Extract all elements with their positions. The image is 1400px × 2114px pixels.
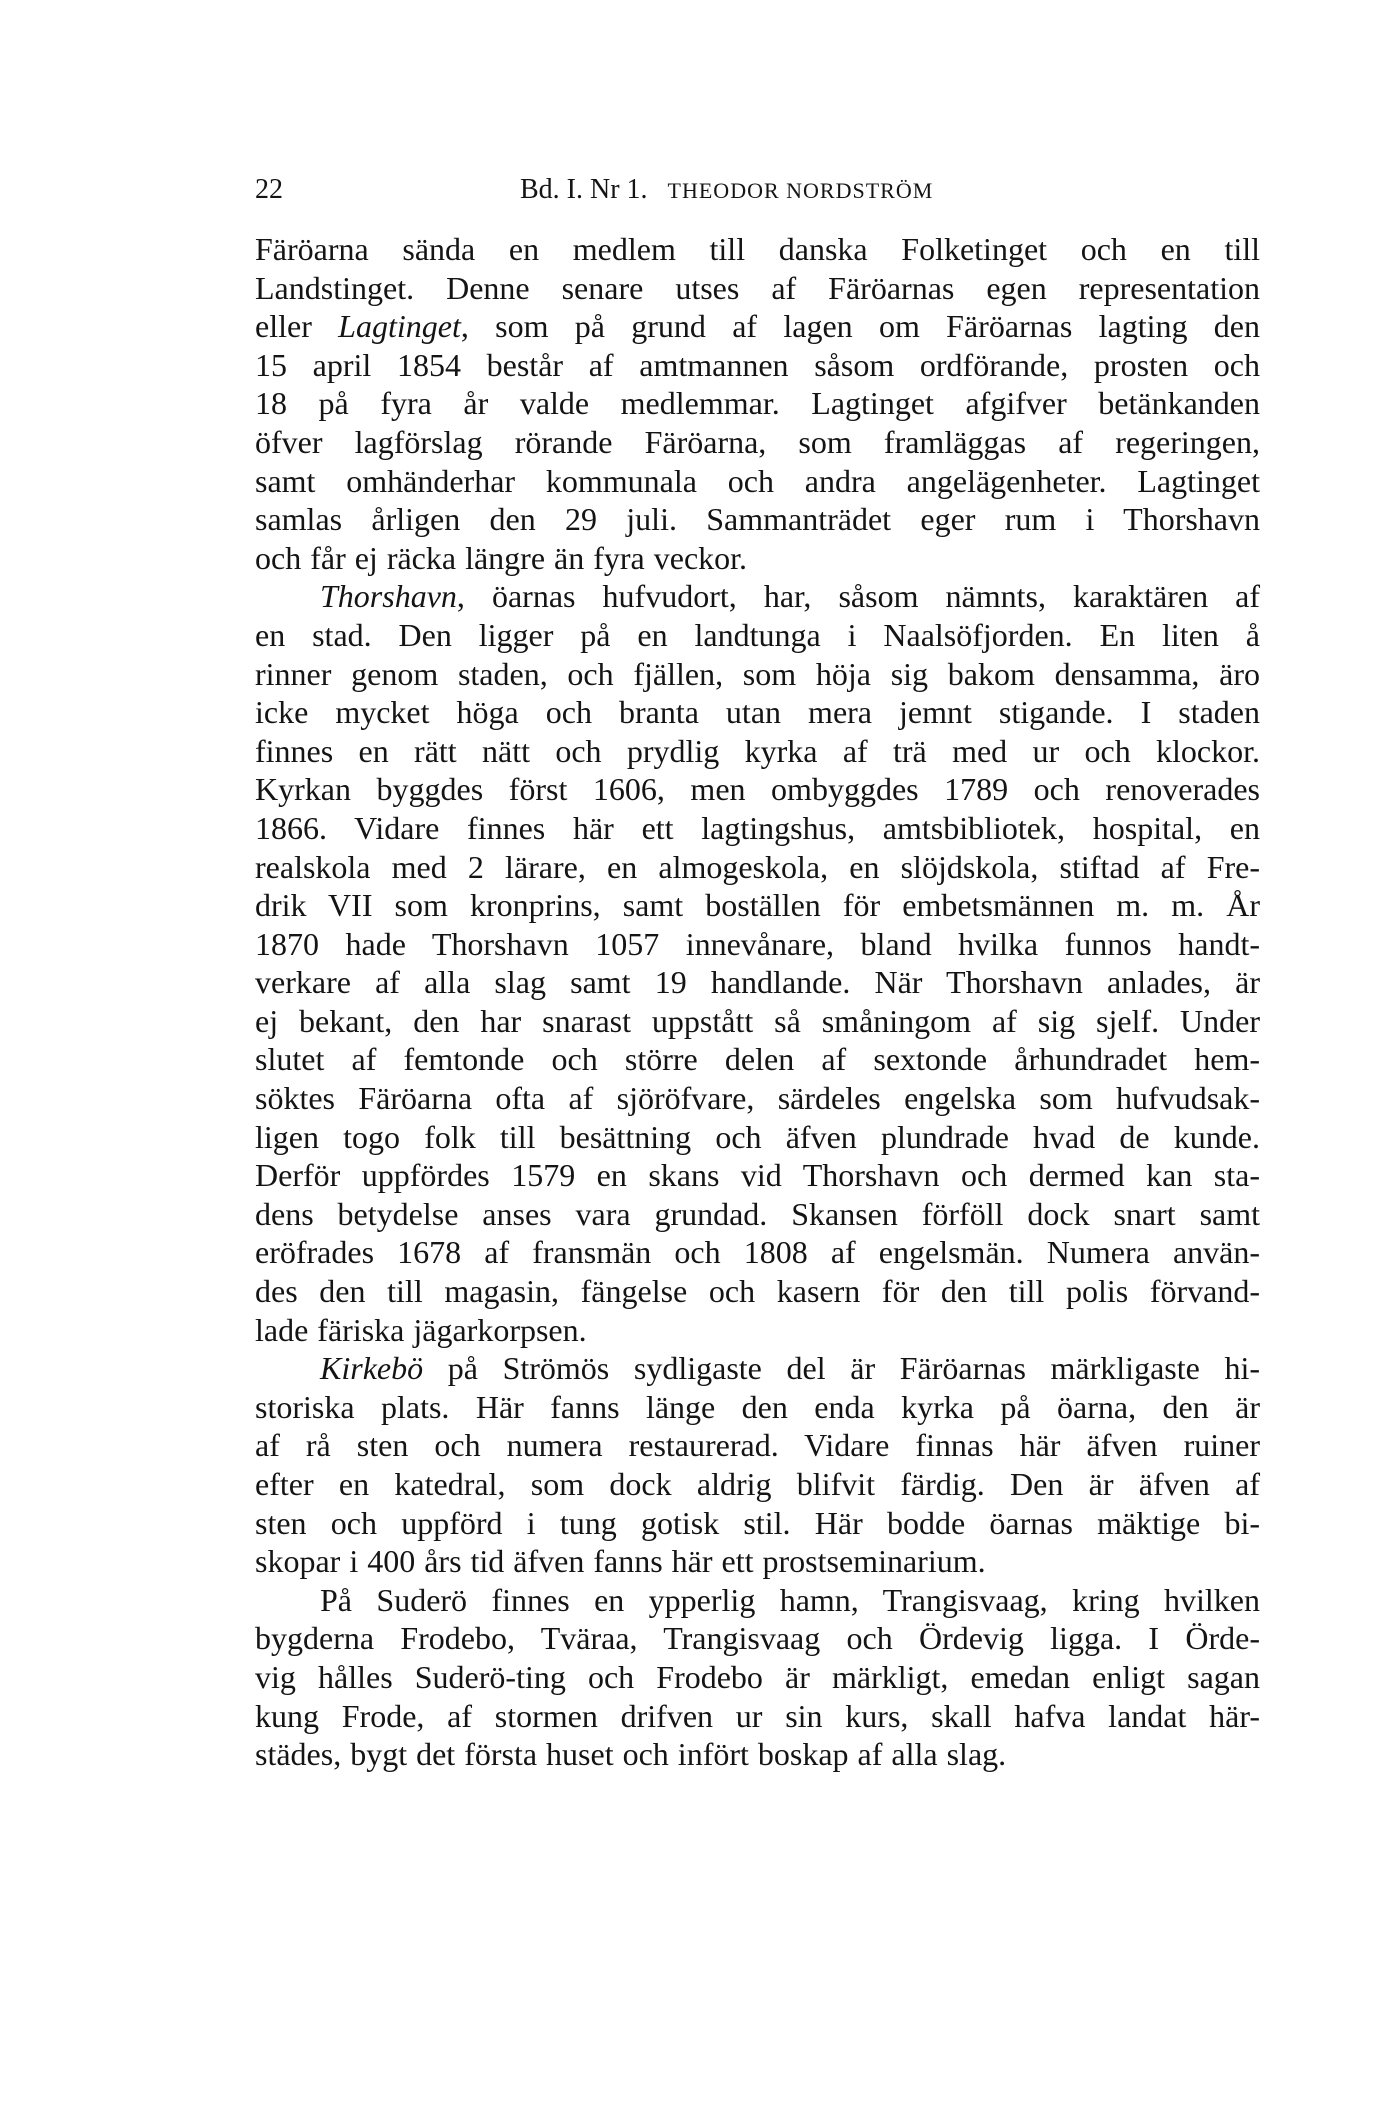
text-line: Färöarna sända en medlem till danska Folketinget och en till (255, 231, 1260, 267)
place-name: Kirkebö (320, 1350, 424, 1387)
text-line: des den till magasin, fängelse och kasern för den till polis förvand- (255, 1273, 1260, 1310)
paragraph (255, 230, 1260, 577)
text-line: sten och uppförd i tung gotisk stil. Här bodde öarnas mäktige bi- (255, 1504, 1260, 1541)
text-line: På Suderö finnes en ypperlig hamn, Trangisvaag, kring hvilken (320, 1581, 1260, 1618)
text-line: Landstinget. Denne senare utses af Färöarnas egen representation (255, 269, 1260, 306)
text-line: drik VII som kronprins, samt boställen för embetsmännen m. m. År (255, 887, 1260, 924)
text-line: Derför uppfördes 1579 en skans vid Thorshavn och dermed kan sta- (255, 1157, 1260, 1194)
paragraph (255, 1349, 1260, 1581)
place-name: Thorshavn (320, 578, 457, 615)
volume-label: Bd. I. Nr 1. (520, 174, 648, 205)
text-line: ej bekant, den har snarast uppstått så småningom af sig sjelf. Under (255, 1002, 1260, 1039)
text-line: bygderna Frodebo, Tväraa, Trangisvaag och Ördevig ligga. I Örde- (255, 1620, 1260, 1657)
text-line: öfver lagförslag rörande Färöarna, som framläggas af regeringen, (255, 423, 1260, 460)
page-number: 22 (255, 174, 283, 205)
italic-term: Lagtinget (338, 308, 461, 345)
text-line: finnes en rätt nätt och prydlig kyrka af trä med ur och klockor. (255, 732, 1260, 769)
text-line: 1870 hade Thorshavn 1057 innevånare, bland hvilka funnos handt- (255, 925, 1260, 962)
text-line: Kyrkan byggdes först 1606, men ombyggdes 1789 och renoverades (255, 771, 1260, 808)
text-line: Kirkebö på Strömös sydligaste del är Färöarnas märkligaste hi- (320, 1350, 1260, 1387)
text-line: Thorshavn, öarnas hufvudort, har, såsom nämnts, karaktären af (320, 578, 1260, 615)
text-line: rinner genom staden, och fjällen, som höja sig bakom densamma, äro (255, 655, 1260, 692)
text-line: realskola med 2 lärare, en almogeskola, en slöjdskola, stiftad af Fre- (255, 848, 1260, 885)
text-line: en stad. Den ligger på en landtunga i Naalsöfjorden. En liten å (255, 616, 1260, 653)
text-line: af rå sten och numera restaurerad. Vidare finnas här äfven ruiner (255, 1427, 1260, 1464)
text-line: lade färiska jägarkorpsen. (255, 1311, 587, 1348)
text-line: eller Lagtinget, som på grund af lagen om Färöarnas lagting den (255, 308, 1261, 345)
text-line: 1866. Vidare finnes här ett lagtingshus, amtsbibliotek, hospital, en (255, 809, 1260, 846)
text-line: skopar i 400 års tid äfven fanns här ett prostseminarium. (255, 1543, 986, 1580)
author-name: THEODOR NORDSTRÖM (667, 178, 934, 203)
text-line: 18 på fyra år valde medlemmar. Lagtinget afgifver betänkanden (255, 385, 1260, 422)
text-line: dens betydelse anses vara grundad. Skansen förföll dock snart samt (255, 1195, 1260, 1232)
paragraph (255, 577, 1260, 1349)
text-line: slutet af femtonde och större delen af sextonde århundradet hem- (255, 1041, 1260, 1078)
text-line: eröfrades 1678 af fransmän och 1808 af engelsmän. Numera använ- (255, 1234, 1260, 1271)
text-line: verkare af alla slag samt 19 handlande. När Thorshavn anlades, är (255, 964, 1260, 1001)
text-line: storiska plats. Här fanns länge den enda kyrka på öarna, den är (255, 1388, 1260, 1425)
text-line: samlas årligen den 29 juli. Sammanträdet eger rum i Thorshavn (255, 501, 1260, 538)
text-line: vig hålles Suderö-ting och Frodebo är märkligt, emedan enligt sagan (255, 1658, 1260, 1695)
text-line: 15 april 1854 består af amtmannen såsom ordförande, prosten och (255, 346, 1260, 383)
text-line: söktes Färöarna ofta af sjöröfvare, särdeles engelska som hufvudsak- (255, 1080, 1260, 1117)
text-line: efter en katedral, som dock aldrig blifvit färdig. Den är äfven af (255, 1466, 1260, 1502)
text-line: kung Frode, af stormen drifven ur sin kurs, skall hafva landat här- (255, 1697, 1260, 1734)
running-header (255, 172, 1255, 209)
text-line: och får ej räcka längre än fyra veckor. (255, 539, 748, 576)
text-line: städes, bygt det första huset och infört boskap af alla slag. (255, 1736, 1007, 1773)
text-line: icke mycket höga och branta utan mera jemnt stigande. I staden (255, 694, 1260, 731)
text-line: samt omhänderhar kommunala och andra angelägenheter. Lagtinget (255, 462, 1260, 499)
text-line: ligen togo folk till besättning och äfven plundrade hvad de kunde. (255, 1118, 1260, 1155)
paragraph (255, 1581, 1260, 1774)
body-text (255, 230, 1260, 1774)
